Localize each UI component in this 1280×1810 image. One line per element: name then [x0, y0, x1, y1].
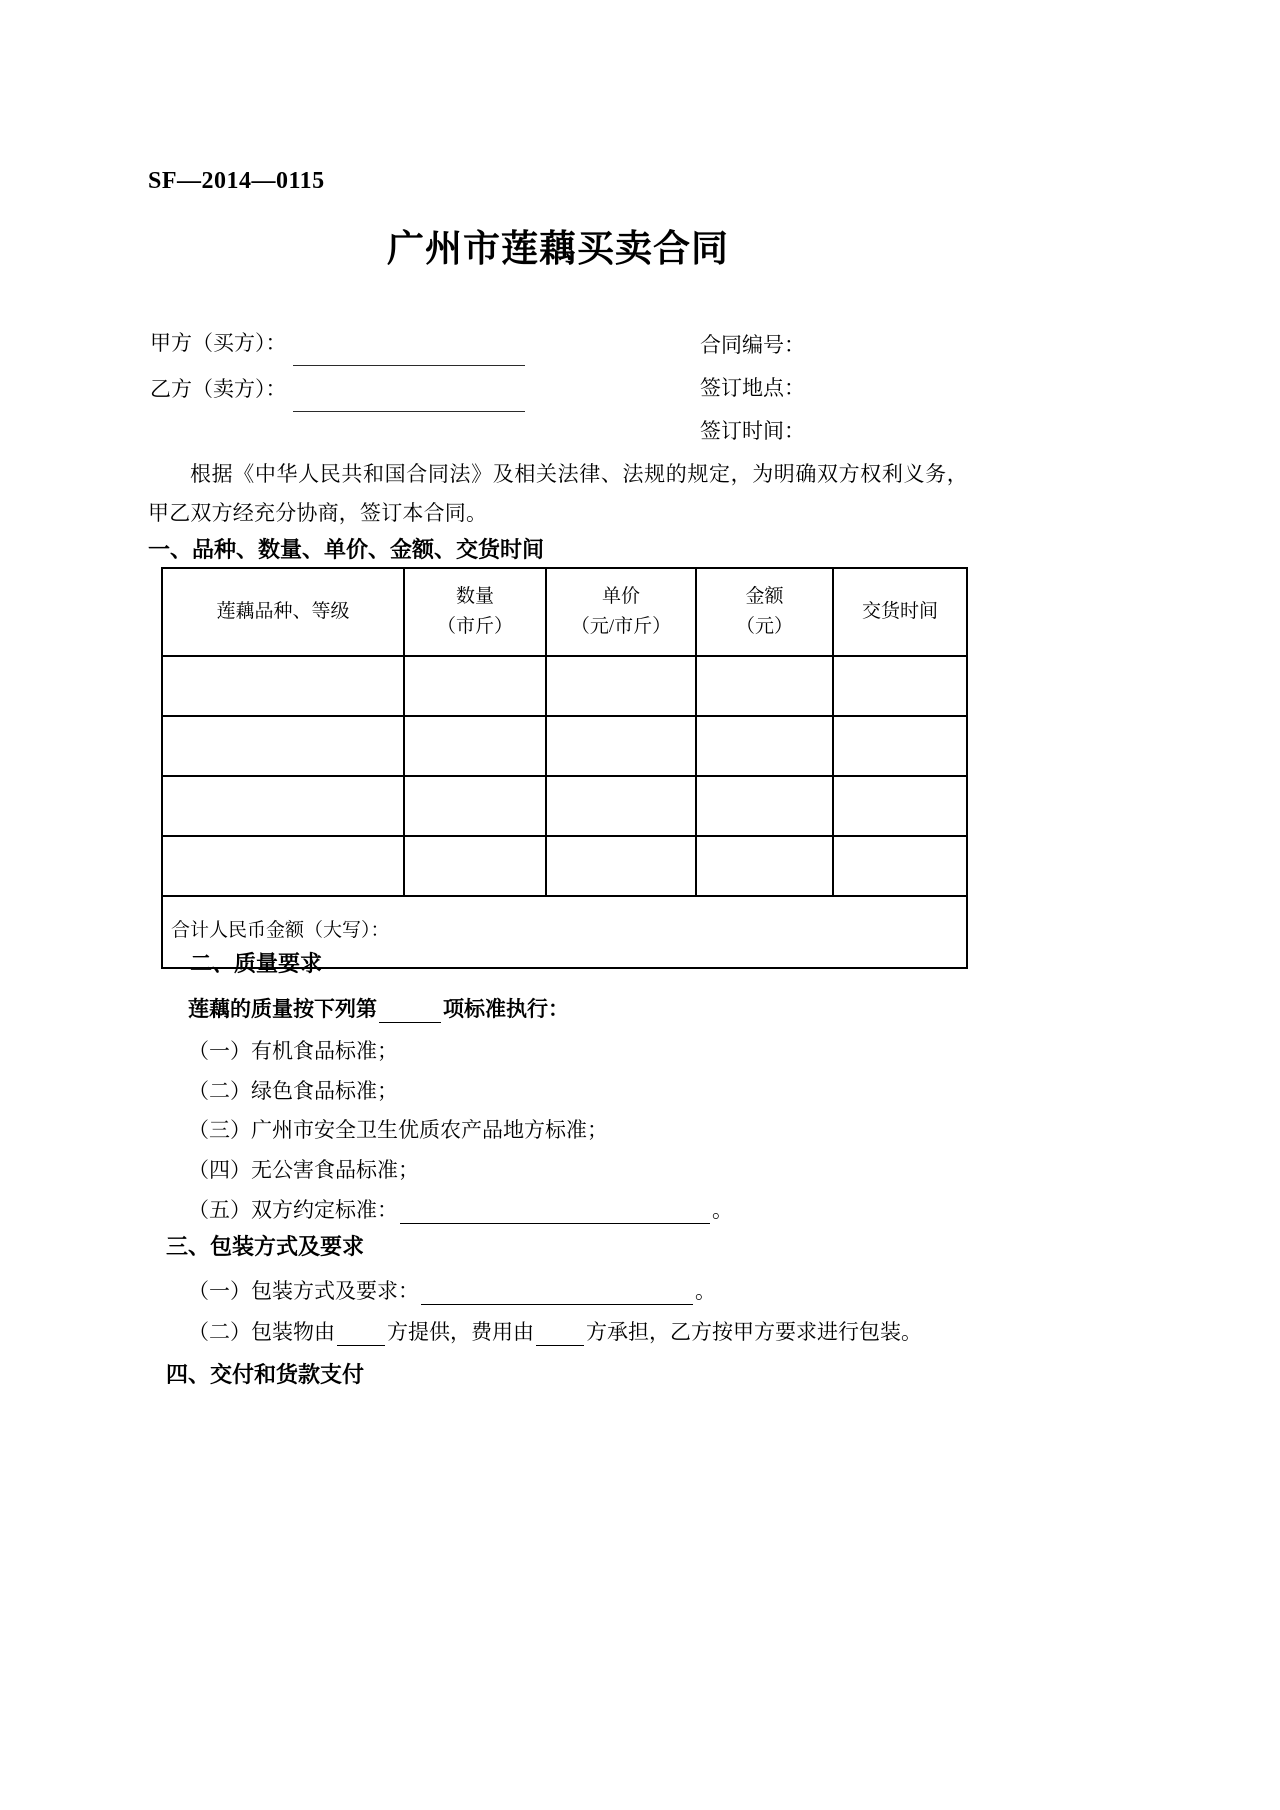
cell-amount[interactable]: [696, 776, 833, 836]
header-variety: [162, 568, 404, 656]
header-delivery-time-main: 交货时间: [861, 601, 938, 622]
document-code: SF—2014—0115: [148, 168, 325, 194]
table-row: [162, 836, 967, 896]
table-row: [162, 776, 967, 836]
signing-place-label: 签订地点：: [700, 376, 805, 400]
header-quantity-main: 数量: [455, 586, 494, 607]
header-unit-price-unit: （元/市斤）: [570, 616, 672, 637]
quality-option-5: [188, 1194, 733, 1224]
quality-lead-prefix: 莲藕的质量按下列第: [188, 997, 377, 1021]
header-delivery-time: [833, 568, 967, 656]
header-variety-main: 莲藕品种、等级: [216, 601, 350, 622]
packaging-cost-payer-field[interactable]: [536, 1323, 584, 1346]
contract-number-label: 合同编号：: [700, 333, 805, 357]
quality-standard-field[interactable]: [379, 1000, 441, 1023]
cell-amount[interactable]: [696, 836, 833, 896]
section-1-heading: 一、品种、数量、单价、金额、交货时间: [148, 538, 545, 563]
goods-table-head: [162, 568, 967, 656]
header-amount-unit: （元）: [735, 616, 793, 637]
page-title: 广州市莲藕买卖合同: [387, 227, 729, 270]
section-3-heading: 三、包装方式及要求: [166, 1235, 365, 1260]
cell-quantity[interactable]: [404, 776, 546, 836]
quality-option-1: [188, 1035, 398, 1065]
cell-unit-price[interactable]: [546, 776, 696, 836]
cell-amount[interactable]: [696, 716, 833, 776]
packaging-supplier-field[interactable]: [337, 1323, 385, 1346]
quality-standard-lead: [188, 993, 569, 1023]
cell-delivery-time[interactable]: [833, 836, 967, 896]
seller-label: 乙方（卖方）：: [150, 377, 287, 401]
parties-right-column: [700, 324, 970, 453]
quality-option-5-text: （五）双方约定标准：: [188, 1198, 398, 1222]
intro-paragraph: 根据《中华人民共和国合同法》及相关法律、法规的规定，为明确双方权利义务，甲乙双方经充分协商，签订本合同。: [148, 462, 968, 525]
buyer-name-field[interactable]: [293, 342, 525, 366]
section-4-heading: 四、交付和货款支付: [166, 1363, 365, 1388]
packaging-method-suffix: 。: [695, 1279, 716, 1303]
cell-variety[interactable]: [162, 656, 404, 716]
header-quantity-unit: （市斤）: [436, 616, 513, 637]
header-unit-price-main: 单价: [601, 586, 640, 607]
total-amount-label[interactable]: 合计人民币金额（大写）：: [162, 896, 967, 968]
table-row: [162, 716, 967, 776]
goods-table: [161, 567, 968, 969]
header-amount-main: 金额: [745, 586, 784, 607]
seller-name-field[interactable]: [293, 388, 525, 412]
cell-delivery-time[interactable]: [833, 716, 967, 776]
signing-time-label: 签订时间：: [700, 419, 805, 443]
cell-unit-price[interactable]: [546, 836, 696, 896]
cell-delivery-time[interactable]: [833, 776, 967, 836]
quality-option-1-text: （一）有机食品标准；: [188, 1039, 398, 1063]
cell-quantity[interactable]: [404, 716, 546, 776]
quality-lead-suffix: 项标准执行：: [443, 997, 569, 1021]
section-2-heading: 二、质量要求: [190, 952, 323, 977]
buyer-label: 甲方（买方）：: [150, 331, 287, 355]
goods-table-body: [162, 656, 967, 968]
quality-option-3: [188, 1114, 608, 1144]
packaging-method-field[interactable]: [421, 1282, 693, 1305]
quality-option-2: [188, 1075, 398, 1105]
table-row: [162, 656, 967, 716]
packaging-supply-part1: （二）包装物由: [188, 1320, 335, 1344]
seller-row: [150, 366, 550, 412]
parties-block: [148, 320, 968, 443]
packaging-supply-part3: 方承担，乙方按甲方要求进行包装。: [586, 1320, 922, 1344]
packaging-supply-part2: 方提供，费用由: [387, 1320, 534, 1344]
packaging-method-label: （一）包装方式及要求：: [188, 1279, 419, 1303]
cell-unit-price[interactable]: [546, 656, 696, 716]
cell-delivery-time[interactable]: [833, 656, 967, 716]
cell-amount[interactable]: [696, 656, 833, 716]
quality-option-4: [188, 1154, 419, 1184]
cell-variety[interactable]: [162, 836, 404, 896]
header-amount: [696, 568, 833, 656]
quality-option-2-text: （二）绿色食品标准；: [188, 1079, 398, 1103]
cell-quantity[interactable]: [404, 836, 546, 896]
agreed-standard-field[interactable]: [400, 1201, 710, 1224]
cell-variety[interactable]: [162, 776, 404, 836]
quality-option-5-suffix: 。: [712, 1198, 733, 1222]
parties-left-column: [150, 320, 550, 412]
cell-unit-price[interactable]: [546, 716, 696, 776]
cell-variety[interactable]: [162, 716, 404, 776]
table-header-row: [162, 568, 967, 656]
buyer-row: [150, 320, 550, 366]
cell-quantity[interactable]: [404, 656, 546, 716]
header-unit-price: [546, 568, 696, 656]
header-quantity: [404, 568, 546, 656]
packaging-supply-row: [188, 1316, 922, 1346]
quality-option-4-text: （四）无公害食品标准；: [188, 1158, 419, 1182]
quality-option-3-text: （三）广州市安全卫生优质农产品地方标准；: [188, 1118, 608, 1142]
packaging-method-row: [188, 1275, 716, 1305]
